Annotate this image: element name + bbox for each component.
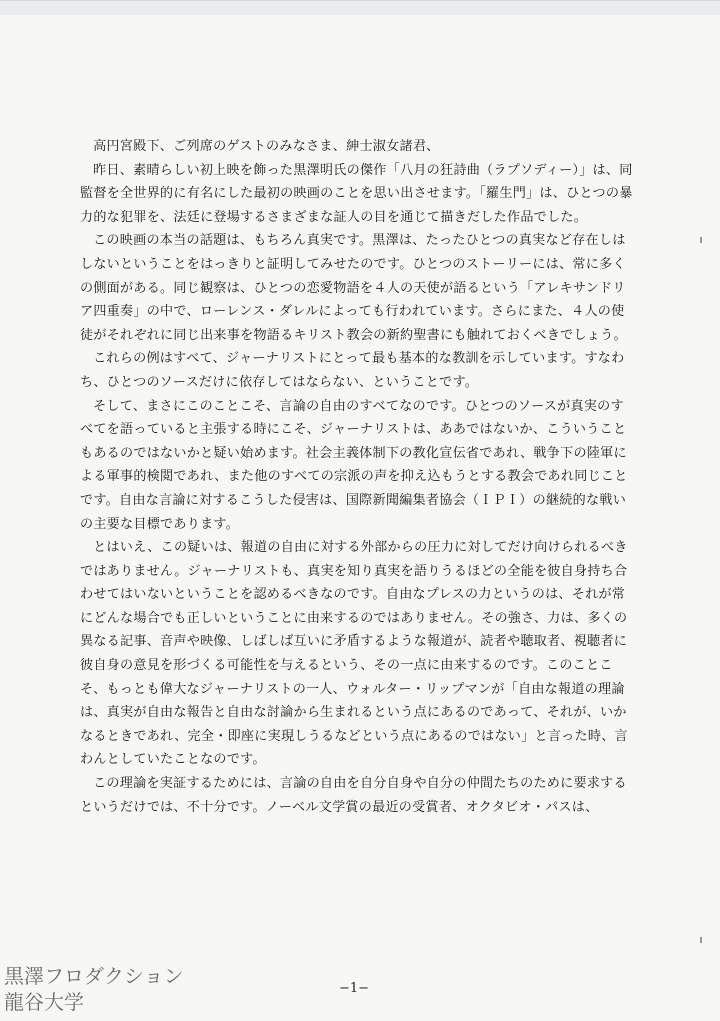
watermark-line-2: 龍谷大学 xyxy=(4,990,84,1014)
paragraph-salutation: 高円宮殿下、ご列席のゲストのみなさま、紳士淑女諸君、 xyxy=(93,139,440,154)
paragraph-lesson: これらの例はすべて、ジャーナリストにとって最も基本的な教訓を示しています。すなわち、ひとつのソースだけに依存してはならない、ということです。 xyxy=(80,351,625,390)
paragraph-doubt: とはいえ、この疑いは、報道の自由に対する外部からの圧力に対してだけ向けられるべきではありません。ジャーナリストも、真実を知り真実を語りうるほどの全能を彼自身持ち合わせてはいないということを認めるべきなのです。自由なプレスの力というのは、それが常にどんな場合でも正しいということに由来するのではありません。その強さ、力は、多くの異なる記事、音声や映像、しばしば互いに矛盾するような報道が、読者や聴取者、視聴者に彼自身の意見を形づくる可能性を与えるという、その一点に由来するのです。このことこそ、もっとも偉大なジャーナリストの一人、ウォルター・リップマンが「自由な報道の理論は、真実が自由な報告と自由な討論から生まれるという点にあるのであって、それが、いかなるときであれ、完全・即座に実現しうるなどという点にあるのではない」と言った時、言わんとしていたことなのです。 xyxy=(80,540,628,768)
page-number: −1− xyxy=(338,981,370,996)
watermark-line-1: 黒澤フロダクション xyxy=(4,964,184,988)
margin-tick xyxy=(700,937,702,943)
paragraph-free-speech: そして、まさにこのことこそ、言論の自由のすべてなのです。ひとつのソースが真実のすべてを語っていると主張する時にこそ、ジャーナリストは、ああではないか、こういうこともあるのではないかと疑い始めます。社会主義体制下の教化宣伝省であれ、戦争下の陸軍による軍事的検閲であれ、また他のすべての宗派の声を抑え込もうとする教会であれ同じことです。自由な言論に対するこうした侵害は、国際新聞編集者協会（ＩＰＩ）の継続的な戦いの主要な目標であります。 xyxy=(80,398,628,532)
scan-top-band xyxy=(0,1,720,15)
paragraph-truth: この映画の本当の話題は、もちろん真実です。黒澤は、たったひとつの真実など存在しはしないということをはっきりと証明してみせたのです。ひとつのストーリーには、常に多くの側面がある。同じ観察は、ひとつの恋愛物語を４人の天使が語るという「アレキサンドリア四重奏」の中で、ローレンス・ダレルによっても行われています。さらにまた、４人の使徒がそれぞれに同じ出来事を物語るキリスト教会の新約聖書にも触れておくべきでしょう。 xyxy=(80,233,627,343)
paragraph-theory: この理論を実証するためには、言論の自由を自分自身や自分の仲間たちのために要求するというだけでは、不十分です。ノーベル文学賞の最近の受賞者、オクタビオ・パスは、 xyxy=(80,776,627,815)
margin-tick xyxy=(700,237,702,243)
paragraph-rashomon: 昨日、素晴らしい初上映を飾った黒澤明氏の傑作「八月の狂詩曲（ラプソディー）」は、同監督を全世界的に有名にした最初の映画のことを思い出させます。「羅生門」は、ひとつの暴力的な犯罪を、法廷に登場するさまざまな証人の目を通じて描きだした作品でした。 xyxy=(80,162,633,225)
document-body xyxy=(80,135,635,819)
watermark xyxy=(4,963,184,1015)
